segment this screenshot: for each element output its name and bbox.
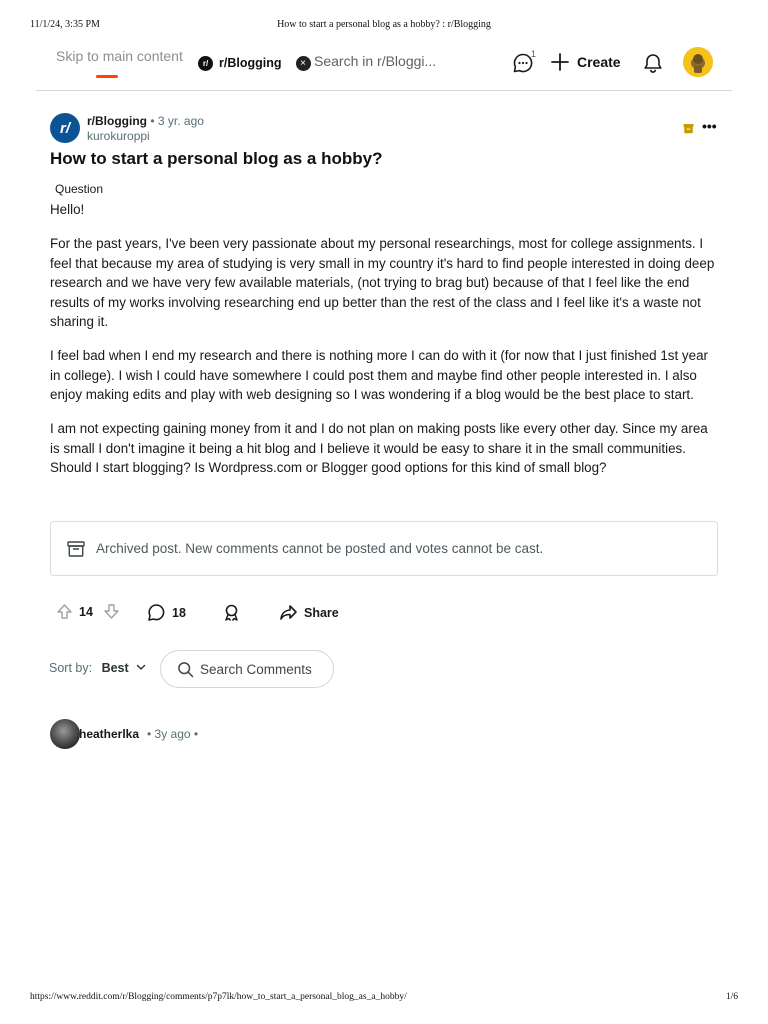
create-button[interactable] <box>550 52 621 72</box>
meta-separator: • <box>150 114 155 128</box>
comment-username[interactable]: heatherlka <box>79 727 140 741</box>
chevron-down-icon <box>135 661 147 673</box>
comment-count: 18 <box>172 605 186 620</box>
focus-underline <box>96 75 118 78</box>
print-datetime: 11/1/24, 3:35 PM <box>30 19 100 30</box>
print-footer <box>0 992 768 1006</box>
snoo-avatar-icon <box>683 47 713 77</box>
post-header <box>50 113 718 145</box>
subreddit-chip-label: r/Blogging <box>219 56 282 70</box>
search-icon <box>177 661 194 678</box>
post-paragraph: For the past years, I've been very passionate about my personal researchings, most for college assignments. I feel that because my area of studying is very small in my country it's hard to find people interested in doing deep research and we have very few available materials, (not trying to brag but) because of that I feel like the end results of my works involving researching end up better than the rest of the class and I feel like it's a waste not sharing it. <box>50 236 715 329</box>
create-label: Create <box>577 54 621 70</box>
plus-icon <box>550 52 570 72</box>
sort-label: Sort by: <box>49 661 93 675</box>
share-button[interactable] <box>279 603 339 622</box>
archived-notice <box>50 521 718 576</box>
vote-group <box>56 603 120 620</box>
post-paragraph: I am not expecting gaining money from it and I do not plan on making posts like every other day. Since my area is small I don't imagine it being a hit blog and I believe it would be easy to share it in the small communities. Should I start blogging? Is Wordpress.com or Blogger good options for this kind of small blog? <box>50 421 708 475</box>
comment-time <box>147 727 198 741</box>
user-avatar[interactable] <box>683 47 713 77</box>
comments-button[interactable] <box>147 603 186 622</box>
post-paragraph: Hello! <box>50 202 85 217</box>
share-label: Share <box>304 605 339 620</box>
meta-separator: • <box>147 727 152 741</box>
meta-separator: • <box>193 727 199 741</box>
search-input[interactable]: Search in r/Bloggi... <box>314 53 437 69</box>
comment-item <box>50 719 450 751</box>
comment-avatar[interactable] <box>50 719 80 749</box>
more-options-icon[interactable]: ••• <box>702 118 717 134</box>
print-header <box>0 19 768 33</box>
search-comments-placeholder: Search Comments <box>200 662 312 677</box>
archived-icon <box>683 123 694 134</box>
skip-to-main-link[interactable]: Skip to main content <box>56 48 183 64</box>
subreddit-avatar[interactable]: r/ <box>50 113 80 143</box>
print-page-number: 1/6 <box>725 992 738 1002</box>
post-paragraph: I feel bad when I end my research and there is nothing more I can do with it (for now that I just finished 1st year in college). I wish I could have somewhere I could post them and maybe find other people interested in. I also enjoy making edits and play with web designing so I was wondering if a blog would be the best place to start. <box>50 348 708 402</box>
upvote-icon[interactable] <box>56 603 73 620</box>
subreddit-search-chip[interactable] <box>198 54 311 72</box>
chat-count-badge: 1 <box>531 49 537 59</box>
clear-subreddit-icon[interactable]: × <box>296 56 311 71</box>
comment-time-value: 3y ago <box>154 727 191 741</box>
bell-icon[interactable] <box>642 52 664 74</box>
archive-box-icon <box>67 540 85 558</box>
archived-notice-text: Archived post. New comments cannot be posted and votes cannot be cast. <box>96 541 544 556</box>
post-action-bar <box>50 603 450 627</box>
sort-value: Best <box>101 661 129 675</box>
share-icon <box>279 603 298 622</box>
award-icon <box>222 603 241 622</box>
post-meta <box>87 114 204 128</box>
subreddit-link[interactable]: r/Blogging <box>87 114 147 128</box>
award-button[interactable] <box>222 603 241 622</box>
post-body <box>50 200 718 492</box>
downvote-icon[interactable] <box>103 603 120 620</box>
print-page-title: How to start a personal blog as a hobby? : r/Blogging <box>277 19 491 30</box>
print-url: https://www.reddit.com/r/Blogging/comments/p7p7lk/how_to_start_a_personal_blog_as_a_hobby/ <box>30 992 407 1002</box>
post-author[interactable]: kurokuroppi <box>87 129 150 143</box>
post-title: How to start a personal blog as a hobby? <box>50 149 383 168</box>
post-time: 3 yr. ago <box>157 114 204 128</box>
top-navigation-bar <box>36 44 732 91</box>
search-comments-input[interactable] <box>160 650 334 688</box>
vote-count: 14 <box>79 604 93 619</box>
subreddit-icon: r/ <box>198 56 213 71</box>
post-flair[interactable]: Question <box>55 182 104 196</box>
comment-icon <box>147 603 166 622</box>
sort-control[interactable] <box>49 661 147 675</box>
